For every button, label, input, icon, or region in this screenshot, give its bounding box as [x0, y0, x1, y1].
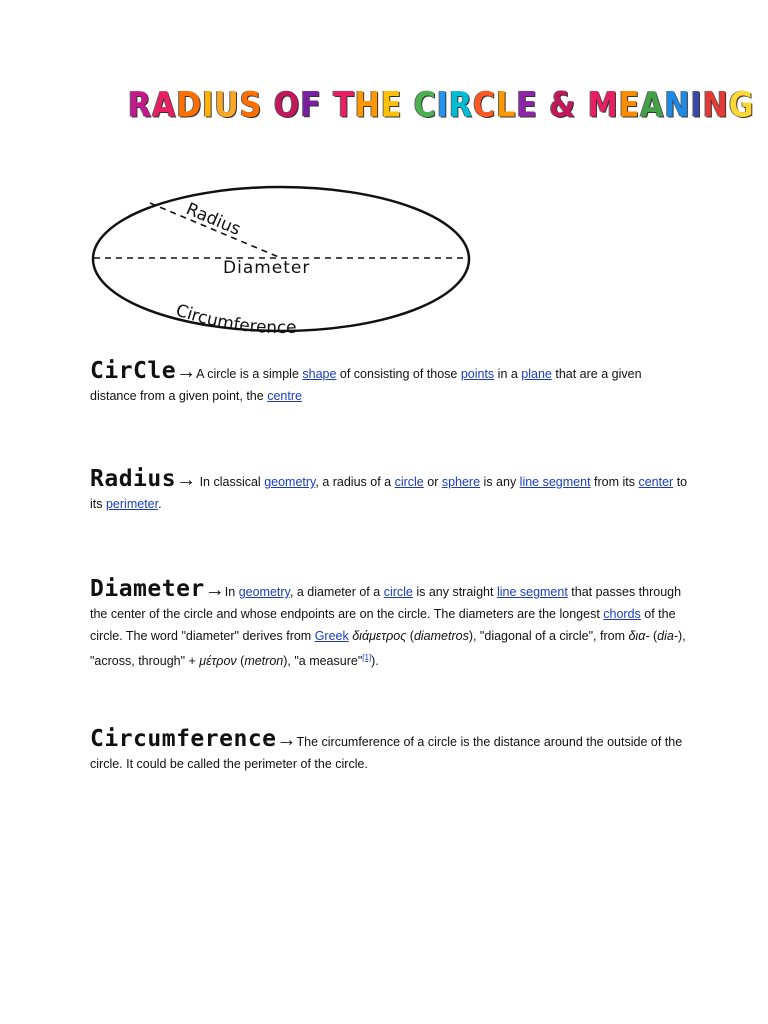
link-center[interactable]: center: [638, 475, 674, 489]
link-points[interactable]: points: [460, 367, 495, 381]
link-line-segment[interactable]: line segment: [496, 585, 568, 599]
link-chords[interactable]: chords: [603, 607, 641, 621]
circumference-section: Circumference→The circumference of a circle is the distance around the outside of the circle. It could be called the perimeter of the circle.: [90, 726, 683, 771]
link-line-segment[interactable]: line segment: [519, 475, 591, 489]
radius-heading: Radius: [90, 466, 177, 492]
page-title: RADIUS OF THE CIRCLE & MEANING: [128, 85, 755, 126]
link-geometry[interactable]: geometry: [264, 475, 316, 489]
circle-diagram: [90, 185, 480, 345]
link-circle[interactable]: circle: [394, 475, 424, 489]
diameter-heading: Diameter: [90, 576, 205, 602]
reference-link[interactable]: [1]: [362, 653, 372, 662]
link-perimeter[interactable]: perimeter: [105, 497, 159, 511]
circumference-heading: Circumference: [90, 726, 277, 752]
link-geometry[interactable]: geometry: [238, 585, 290, 599]
link-shape[interactable]: shape: [302, 367, 337, 381]
circumference-label: Circumference: [173, 300, 297, 339]
arrow-icon: →: [176, 361, 197, 383]
link-sphere[interactable]: sphere: [441, 475, 481, 489]
arrow-icon: →: [276, 729, 297, 751]
diameter-section: Diameter→In geometry, a diameter of a circle is any straight line segment that passes through the center of the circle and whose endpoints are on the circle. The diameters are the longest chords of the circle. The word "diameter" derives from Greek διάμετρος (diametros), "diagonal of a circle", from δια- (dia-), "across, through" + μέτρον (metron), "a measure"[1]).: [90, 576, 686, 669]
arrow-icon: →: [176, 469, 197, 491]
radius-label: Radius: [183, 199, 244, 240]
arrow-icon: →: [204, 579, 225, 601]
radius-section: Radius→ In classical geometry, a radius of a circle or sphere is any line segment from its center to its perimeter.: [90, 466, 688, 511]
link-centre[interactable]: centre: [267, 389, 302, 403]
circle-heading: CirCle: [90, 358, 177, 384]
link-greek[interactable]: Greek: [314, 629, 349, 643]
circle-section: CirCle→A circle is a simple shape of consisting of those points in a plane that are a given distance from a given point, the centre: [90, 358, 642, 403]
diameter-label: Diameter: [223, 258, 311, 278]
link-circle[interactable]: circle: [383, 585, 413, 599]
link-plane[interactable]: plane: [521, 367, 552, 381]
